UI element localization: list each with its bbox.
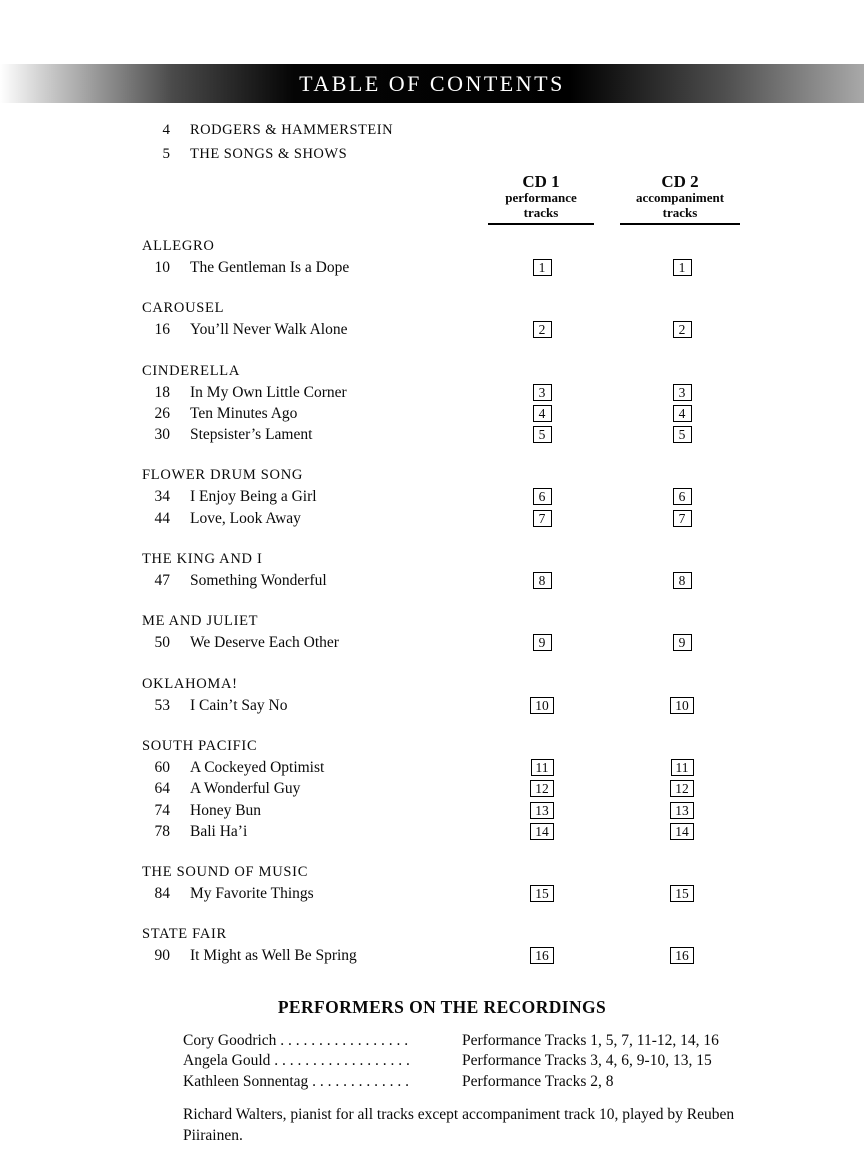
song-title: A Cockeyed Optimist xyxy=(190,758,325,776)
song-page-number: 34 xyxy=(154,488,170,506)
performers-heading: PERFORMERS ON THE RECORDINGS xyxy=(277,996,607,1017)
song-row xyxy=(142,634,762,655)
performer-row xyxy=(183,1072,762,1093)
cd1-track-box: 10 xyxy=(530,697,554,714)
cd1-track-box: 8 xyxy=(533,572,552,589)
song-title: You’ll Never Walk Alone xyxy=(190,321,348,339)
page-title: TABLE OF CONTENTS xyxy=(299,70,565,96)
cd2-track-box: 12 xyxy=(670,780,694,797)
cd2-track-box: 9 xyxy=(673,634,692,651)
cd1-underline xyxy=(488,223,594,225)
song-page-number: 16 xyxy=(154,321,170,339)
cd1-title: CD 1 xyxy=(522,172,560,191)
cd1-track-box: 9 xyxy=(533,634,552,651)
song-page-number: 44 xyxy=(154,509,170,527)
song-title: In My Own Little Corner xyxy=(190,383,347,401)
cd1-track-cell xyxy=(520,405,564,423)
cd2-track-cell xyxy=(660,384,704,402)
song-page-number: 47 xyxy=(154,572,170,590)
show-heading: ME AND JULIET xyxy=(142,613,259,630)
cd1-track-cell xyxy=(520,823,564,841)
song-title: My Favorite Things xyxy=(190,885,314,903)
show-heading: ALLEGRO xyxy=(142,238,215,254)
performer-name-and-dots xyxy=(183,1031,462,1052)
cd2-track-cell xyxy=(660,634,704,652)
cd2-track-box: 14 xyxy=(670,823,694,840)
title-banner xyxy=(0,64,864,103)
performer-row xyxy=(183,1051,762,1072)
song-title: We Deserve Each Other xyxy=(190,634,339,652)
cd2-track-cell xyxy=(660,759,704,777)
song-row xyxy=(142,802,762,823)
cd2-track-box: 8 xyxy=(673,572,692,589)
song-row xyxy=(142,405,762,426)
cd2-track-cell xyxy=(660,405,704,423)
cd2-track-box: 4 xyxy=(673,405,692,422)
song-row xyxy=(142,885,762,906)
cd2-subtitle-line1: accompaniment xyxy=(635,190,725,205)
song-title: I Cain’t Say No xyxy=(190,696,288,714)
show-heading: THE KING AND I xyxy=(142,551,263,568)
toc-section xyxy=(142,467,762,531)
front-matter-row xyxy=(142,122,762,146)
cd2-track-cell xyxy=(660,885,704,903)
cd2-track-cell xyxy=(660,947,704,965)
performer-tracks: Performance Tracks 1, 5, 7, 11-12, 14, 16 xyxy=(462,1031,719,1049)
cd1-track-cell xyxy=(520,426,564,444)
toc-section xyxy=(142,238,762,280)
cd1-track-box: 3 xyxy=(533,384,552,401)
song-title: Honey Bun xyxy=(190,801,262,819)
toc-section xyxy=(142,864,762,906)
song-row xyxy=(142,321,762,342)
cd1-track-box: 1 xyxy=(533,259,552,276)
front-matter-title: RODGERS & HAMMERSTEIN xyxy=(190,122,394,138)
cd2-track-box: 11 xyxy=(671,759,694,776)
cd1-track-cell xyxy=(520,259,564,277)
song-title: Ten Minutes Ago xyxy=(190,404,298,422)
cd1-track-box: 2 xyxy=(533,321,552,338)
toc-section xyxy=(142,363,762,448)
song-row xyxy=(142,488,762,509)
cd2-track-cell xyxy=(660,426,704,444)
song-title: Love, Look Away xyxy=(190,509,301,527)
cd2-underline xyxy=(620,223,740,225)
cd1-track-cell xyxy=(520,321,564,339)
show-heading: OKLAHOMA! xyxy=(142,675,238,692)
cd1-track-box: 14 xyxy=(530,823,554,840)
cd1-track-box: 12 xyxy=(530,780,554,797)
cd1-track-cell xyxy=(520,885,564,903)
performer-name: Kathleen Sonnentag xyxy=(183,1072,309,1090)
performer-name-and-dots xyxy=(183,1072,462,1093)
cd2-header xyxy=(620,172,740,225)
cd1-track-cell xyxy=(520,780,564,798)
song-row xyxy=(142,780,762,801)
song-page-number: 18 xyxy=(154,383,170,401)
cd1-track-box: 13 xyxy=(530,802,554,819)
toc-section xyxy=(142,613,762,655)
cd1-track-box: 11 xyxy=(531,759,554,776)
cd2-track-cell xyxy=(660,572,704,590)
performer-name: Angela Gould xyxy=(183,1052,271,1070)
song-page-number: 26 xyxy=(154,404,170,422)
song-page-number: 50 xyxy=(154,634,170,652)
song-page-number: 53 xyxy=(154,696,170,714)
cd2-track-cell xyxy=(660,510,704,528)
song-page-number: 84 xyxy=(154,885,170,903)
toc-sections xyxy=(142,238,762,969)
song-page-number: 78 xyxy=(154,822,170,840)
song-row xyxy=(142,510,762,531)
cd2-track-box: 3 xyxy=(673,384,692,401)
song-page-number: 30 xyxy=(154,426,170,444)
cd1-subtitle-line2: tracks xyxy=(523,204,559,220)
song-title: I Enjoy Being a Girl xyxy=(190,488,317,506)
cd1-track-cell xyxy=(520,572,564,590)
cd1-track-cell xyxy=(520,947,564,965)
performer-row xyxy=(183,1031,762,1052)
song-page-number: 60 xyxy=(154,758,170,776)
cd1-track-cell xyxy=(520,384,564,402)
cd2-subtitle-line2: tracks xyxy=(662,204,698,220)
cd2-track-box: 6 xyxy=(673,488,692,505)
front-matter-row xyxy=(142,146,762,170)
cd2-track-cell xyxy=(660,697,704,715)
cd1-track-box: 6 xyxy=(533,488,552,505)
toc-section xyxy=(142,551,762,593)
performer-name-and-dots xyxy=(183,1051,462,1072)
song-row xyxy=(142,759,762,780)
toc-section xyxy=(142,300,762,342)
cd1-track-box: 7 xyxy=(533,510,552,527)
performer-tracks: Performance Tracks 2, 8 xyxy=(462,1072,614,1090)
cd1-track-cell xyxy=(520,759,564,777)
show-heading: CINDERELLA xyxy=(142,362,241,379)
show-heading: CAROUSEL xyxy=(142,300,225,317)
song-title: It Might as Well Be Spring xyxy=(190,947,357,965)
performer-tracks: Performance Tracks 3, 4, 6, 9-10, 13, 15 xyxy=(462,1052,712,1070)
show-heading: STATE FAIR xyxy=(142,926,227,943)
page-number: 5 xyxy=(162,146,170,162)
toc-section xyxy=(142,926,762,968)
cd2-track-cell xyxy=(660,823,704,841)
cd1-header xyxy=(488,172,594,225)
cd1-track-box: 15 xyxy=(530,885,554,902)
song-row xyxy=(142,426,762,447)
cd2-title: CD 2 xyxy=(661,172,699,191)
cd2-track-cell xyxy=(660,259,704,277)
cd1-track-cell xyxy=(520,510,564,528)
cd2-track-box: 10 xyxy=(670,697,694,714)
performer-name: Cory Goodrich xyxy=(183,1031,277,1049)
song-title: Stepsister’s Lament xyxy=(190,426,313,444)
cd1-track-cell xyxy=(520,802,564,820)
cd2-track-cell xyxy=(660,488,704,506)
cd2-track-cell xyxy=(660,321,704,339)
performers-section xyxy=(142,997,762,1147)
dot-leader: . . . . . . . . . . . . . . . . . . xyxy=(270,1052,410,1070)
cd2-track-box: 13 xyxy=(670,802,694,819)
toc-section xyxy=(142,738,762,844)
cd2-track-box: 16 xyxy=(670,947,694,964)
song-title: A Wonderful Guy xyxy=(190,780,301,798)
cd2-track-box: 1 xyxy=(673,259,692,276)
cd1-track-cell xyxy=(520,697,564,715)
toc-section xyxy=(142,676,762,718)
song-row xyxy=(142,572,762,593)
song-page-number: 64 xyxy=(154,780,170,798)
front-matter xyxy=(142,122,762,170)
performer-rows xyxy=(183,1031,762,1093)
cd2-track-cell xyxy=(660,780,704,798)
front-matter-title: THE SONGS & SHOWS xyxy=(190,146,348,162)
cd-column-headers xyxy=(142,172,762,230)
cd1-track-box: 4 xyxy=(533,405,552,422)
pianist-note: Richard Walters, pianist for all tracks except accompaniment track 10, played by Reuben Piirainen. xyxy=(183,1106,735,1144)
song-row xyxy=(142,259,762,280)
song-title: The Gentleman Is a Dope xyxy=(190,259,350,276)
cd1-track-box: 16 xyxy=(530,947,554,964)
song-row xyxy=(142,947,762,968)
cd1-track-cell xyxy=(520,488,564,506)
song-row xyxy=(142,384,762,405)
cd2-track-cell xyxy=(660,802,704,820)
cd2-track-box: 15 xyxy=(670,885,694,902)
cd1-track-cell xyxy=(520,634,564,652)
song-title: Something Wonderful xyxy=(190,572,327,590)
show-heading: SOUTH PACIFIC xyxy=(142,737,258,754)
song-row xyxy=(142,697,762,718)
dot-leader: . . . . . . . . . . . . . . . . . xyxy=(276,1031,409,1049)
contents-body xyxy=(142,122,762,1146)
song-page-number: 10 xyxy=(154,259,170,276)
cd2-track-box: 7 xyxy=(673,510,692,527)
cd2-track-box: 5 xyxy=(673,426,692,443)
show-heading: FLOWER DRUM SONG xyxy=(142,467,304,484)
dot-leader: . . . . . . . . . . . . . xyxy=(308,1072,410,1090)
cd2-track-box: 2 xyxy=(673,321,692,338)
show-heading: THE SOUND OF MUSIC xyxy=(142,864,309,881)
song-title: Bali Ha’i xyxy=(190,822,248,840)
cd1-subtitle-line1: performance xyxy=(505,190,577,205)
song-row xyxy=(142,823,762,844)
song-page-number: 90 xyxy=(154,947,170,965)
page-number: 4 xyxy=(162,122,170,138)
song-page-number: 74 xyxy=(154,801,170,819)
cd1-track-box: 5 xyxy=(533,426,552,443)
